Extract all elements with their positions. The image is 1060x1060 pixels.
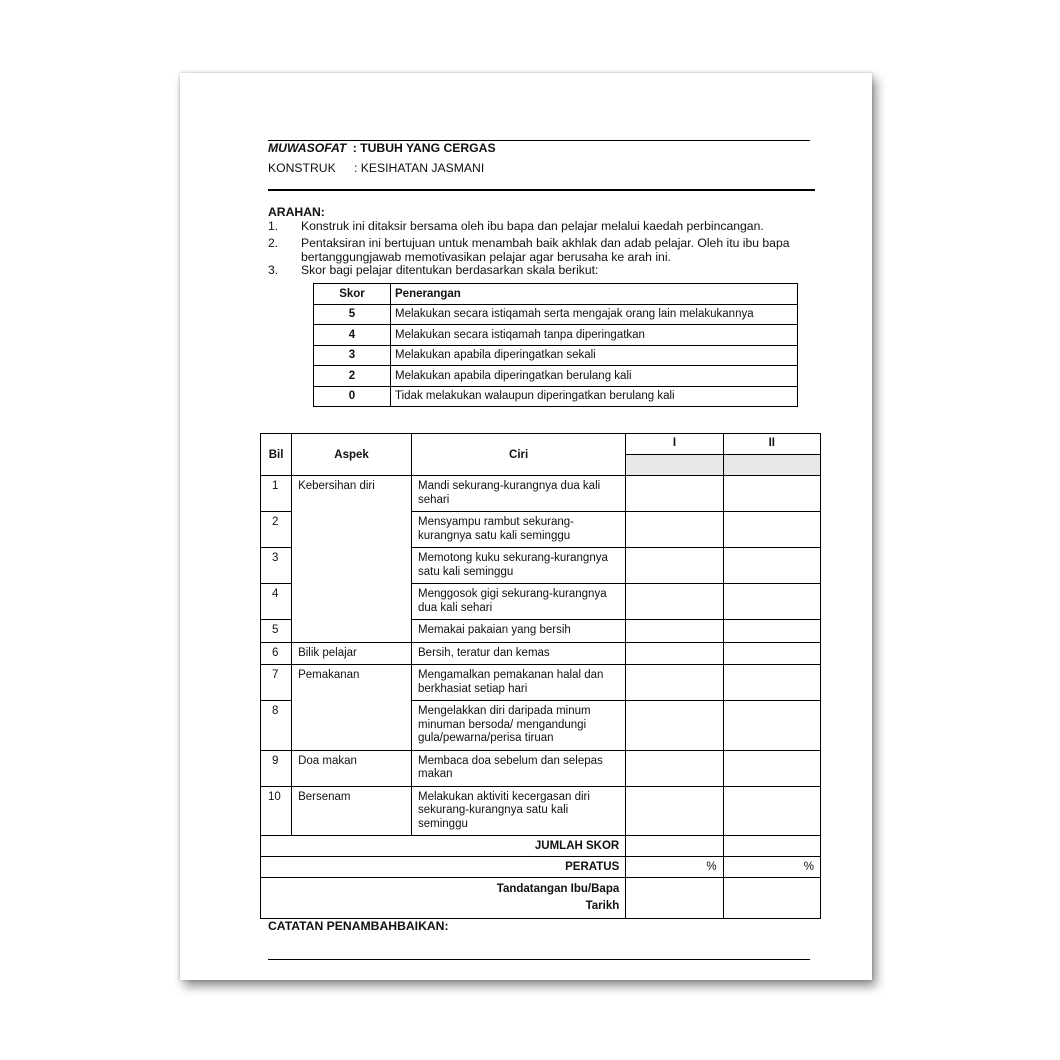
catatan-title: CATATAN PENAMBAHBAIKAN: [268, 919, 449, 933]
konstruk-value: : KESIHATAN JASMANI [354, 161, 485, 175]
muwasofat-value: : TUBUH YANG CERGAS [352, 141, 496, 155]
bil-header: Bil [261, 434, 292, 476]
muwasofat-label: MUWASOFAT [268, 141, 347, 155]
skor-header-row [314, 284, 798, 305]
score-ii-cell[interactable] [723, 512, 820, 548]
tandatangan-label: Tandatangan Ibu/Bapa [496, 883, 620, 895]
aspek-cell: Bilik pelajar [292, 642, 412, 665]
score-ii-subheader [723, 455, 820, 476]
aspek-cell: Kebersihan diri [292, 476, 412, 643]
score-i-cell[interactable] [626, 512, 723, 548]
header-bottom-rule [268, 189, 815, 191]
score-i-cell[interactable] [626, 642, 723, 665]
skor-row: 0 Tidak melakukan walaupun diperingatkan berulang kali [314, 386, 798, 407]
table-row: 5 Memakai pakaian yang bersih [261, 620, 821, 643]
score-i-cell[interactable] [626, 476, 723, 512]
arahan-item-3: 3. Skor bagi pelajar ditentukan berdasarkan skala berikut: [268, 263, 599, 277]
table-row: 2 Mensyampu rambut sekurang-kurangnya satu kali seminggu [261, 512, 821, 548]
skor-row: 2 Melakukan apabila diperingatkan berulang kali [314, 366, 798, 387]
peratus-i-cell[interactable]: % [626, 857, 723, 878]
score-i-cell[interactable] [626, 584, 723, 620]
jumlah-skor-row [261, 836, 821, 857]
score-i-cell[interactable] [626, 665, 723, 701]
konstruk-label: KONSTRUK [268, 161, 336, 175]
score-ii-cell[interactable] [723, 701, 820, 751]
score-ii-cell[interactable] [723, 786, 820, 836]
score-ii-cell[interactable] [723, 620, 820, 643]
skor-table [313, 283, 798, 407]
signature-i-cell[interactable] [626, 878, 723, 919]
jumlah-skor-label: JUMLAH SKOR [261, 836, 626, 857]
jumlah-ii-cell[interactable] [723, 836, 820, 857]
skor-row: 5 Melakukan secara istiqamah serta mengajak orang lain melakukannya [314, 304, 798, 325]
document-page [180, 73, 872, 980]
assessment-table [260, 433, 821, 919]
table-row: 4 Menggosok gigi sekurang-kurangnya dua kali sehari [261, 584, 821, 620]
table-row: 9 Doa makan Membaca doa sebelum dan selepas makan [261, 750, 821, 786]
aspek-cell: Bersenam [292, 786, 412, 836]
score-i-cell[interactable] [626, 750, 723, 786]
score-i-cell[interactable] [626, 548, 723, 584]
tarikh-label: Tarikh [585, 900, 620, 912]
score-ii-header: II [723, 434, 820, 455]
konstruk-line [268, 161, 484, 175]
peratus-ii-cell[interactable]: % [723, 857, 820, 878]
tandatangan-cell [261, 878, 626, 919]
score-ii-cell[interactable] [723, 750, 820, 786]
score-ii-cell[interactable] [723, 584, 820, 620]
score-ii-cell[interactable] [723, 548, 820, 584]
jumlah-i-cell[interactable] [626, 836, 723, 857]
ciri-header: Ciri [412, 434, 626, 476]
score-i-header: I [626, 434, 723, 455]
signature-ii-cell[interactable] [723, 878, 820, 919]
peratus-label: PERATUS [261, 857, 626, 878]
skor-row: 3 Melakukan apabila diperingatkan sekali [314, 345, 798, 366]
penerangan-header: Penerangan [391, 284, 798, 305]
arahan-item-1: 1. Konstruk ini ditaksir bersama oleh ibu bapa dan pelajar melalui kaedah perbincangan. [268, 219, 764, 233]
aspek-cell: Pemakanan [292, 665, 412, 751]
arahan-title: ARAHAN: [268, 205, 325, 219]
score-i-subheader [626, 455, 723, 476]
score-i-cell[interactable] [626, 786, 723, 836]
skor-header: Skor [314, 284, 391, 305]
table-row: 3 Memotong kuku sekurang-kurangnya satu kali seminggu [261, 548, 821, 584]
score-ii-cell[interactable] [723, 665, 820, 701]
aspek-header: Aspek [292, 434, 412, 476]
catatan-line [268, 959, 810, 960]
score-ii-cell[interactable] [723, 476, 820, 512]
score-ii-cell[interactable] [723, 642, 820, 665]
aspek-cell: Doa makan [292, 750, 412, 786]
table-row: 6 Bilik pelajar Bersih, teratur dan kemas [261, 642, 821, 665]
table-row: 7 Pemakanan Mengamalkan pemakanan halal dan berkhasiat setiap hari [261, 665, 821, 701]
arahan-item-2: 2. Pentaksiran ini bertujuan untuk menambah baik akhlak dan adab pelajar. Oleh itu ibu bapa bertanggungjawab memotivasikan pelajar agar berusaha ke arah ini. [268, 236, 790, 264]
skor-row: 4 Melakukan secara istiqamah tanpa diperingatkan [314, 325, 798, 346]
table-row: 8 Mengelakkan diri daripada minum minuman bersoda/ mengandungi gula/pewarna/perisa tiruan [261, 701, 821, 751]
muwasofat-line [268, 141, 496, 155]
table-row: 10 Bersenam Melakukan aktiviti kecergasan diri sekurang-kurangnya satu kali seminggu [261, 786, 821, 836]
table-row: 1 Kebersihan diri Mandi sekurang-kurangnya dua kali sehari [261, 476, 821, 512]
tandatangan-row [261, 878, 821, 919]
score-i-cell[interactable] [626, 701, 723, 751]
peratus-row [261, 857, 821, 878]
score-i-cell[interactable] [626, 620, 723, 643]
